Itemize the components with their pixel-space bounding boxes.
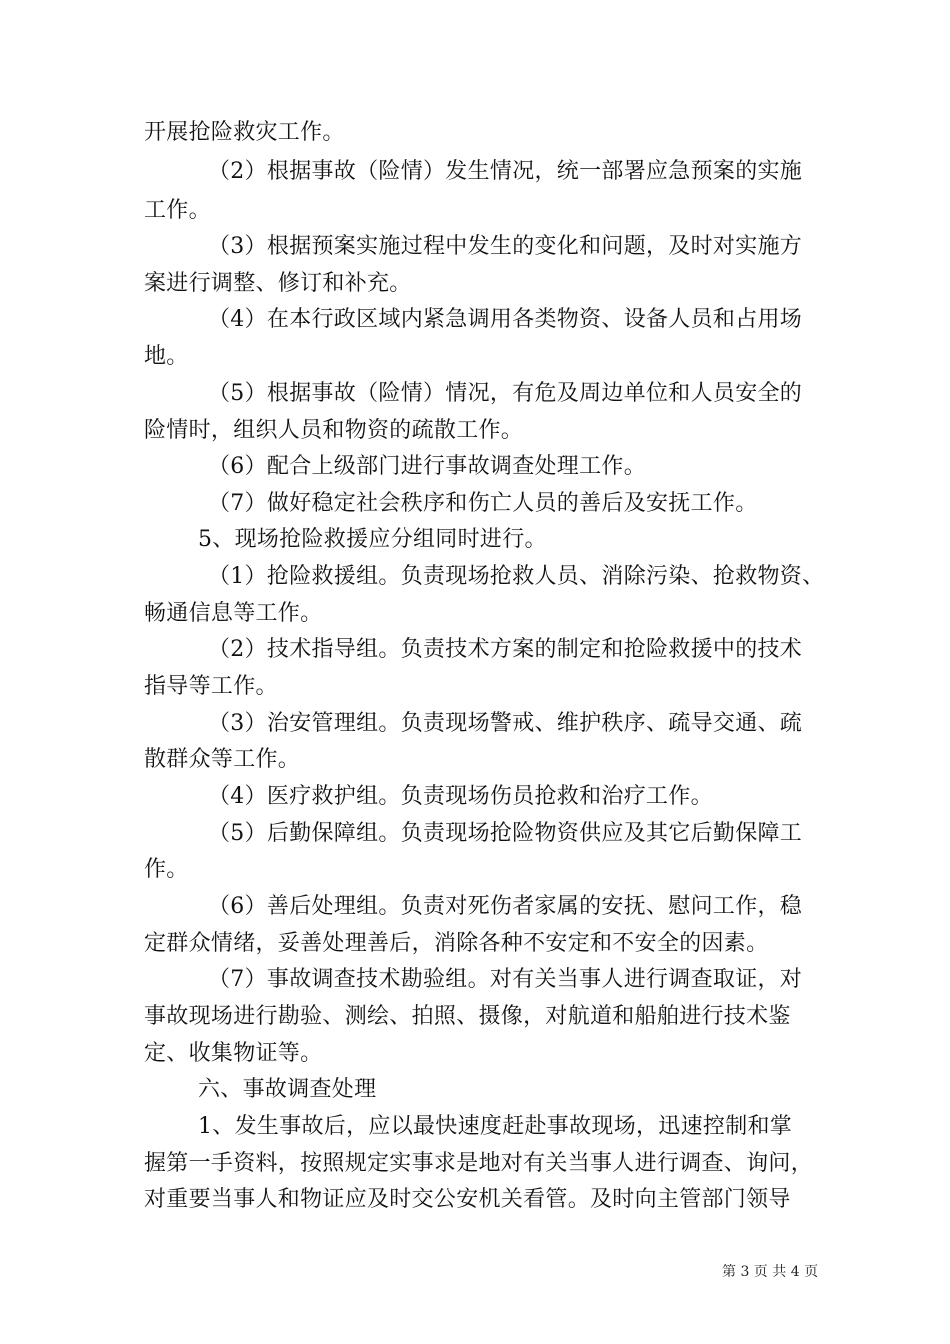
text-line: （6）善后处理组。负责对死伤者家属的安抚、慰问工作，稳 xyxy=(208,894,803,919)
text-line: 险情时，组织人员和物资的疏散工作。 xyxy=(144,418,524,443)
text-line: （1）抢险救援组。负责现场抢救人员、消除污染、抢救物资、 xyxy=(208,564,825,589)
text-line: 地。 xyxy=(144,344,189,369)
text-line: （6）配合上级部门进行事故调查处理工作。 xyxy=(208,454,646,479)
text-line: 散群众等工作。 xyxy=(144,747,301,772)
text-line: 案进行调整、修订和补充。 xyxy=(144,271,412,296)
text-line: 握第一手资料，按照规定实事求是地对有关当事人进行调查、询问， xyxy=(144,1151,814,1176)
page-number: 第 3 页 共 4 页 xyxy=(722,1264,819,1280)
text-line: 开展抢险救灾工作。 xyxy=(144,120,345,145)
text-line: （2）技术指导组。负责技术方案的制定和抢险救援中的技术 xyxy=(208,637,803,662)
text-line: 对重要当事人和物证应及时交公安机关看管。及时向主管部门领导 xyxy=(144,1187,791,1212)
text-line: 指导等工作。 xyxy=(144,674,278,699)
text-line: 事故现场进行勘验、测绘、拍照、摄像，对航道和船舶进行技术鉴 xyxy=(144,1004,791,1029)
text-line: （4）医疗救护组。负责现场伤员抢救和治疗工作。 xyxy=(208,784,713,809)
text-line: （5）后勤保障组。负责现场抢险物资供应及其它后勤保障工 xyxy=(208,821,803,846)
text-line: 工作。 xyxy=(144,198,211,223)
text-line: 定、收集物证等。 xyxy=(144,1041,323,1066)
text-line: （2）根据事故（险情）发生情况，统一部署应急预案的实施 xyxy=(208,159,803,184)
text-line: （7）做好稳定社会秩序和伤亡人员的善后及安抚工作。 xyxy=(208,491,758,516)
text-line: 畅通信息等工作。 xyxy=(144,601,323,626)
section-heading: 5、现场抢险救援应分组同时进行。 xyxy=(198,527,547,552)
section-heading: 六、事故调查处理 xyxy=(198,1077,377,1102)
text-line: 作。 xyxy=(144,857,189,882)
text-line: （4）在本行政区域内紧急调用各类物资、设备人员和占用场 xyxy=(208,307,803,332)
text-line: 定群众情绪，妥善处理善后，消除各种不安定和不安全的因素。 xyxy=(144,931,769,956)
text-line: （5）根据事故（险情）情况，有危及周边单位和人员安全的 xyxy=(208,381,803,406)
text-line: （7）事故调查技术勘验组。对有关当事人进行调查取证，对 xyxy=(208,967,803,992)
text-line: 1、发生事故后，应以最快速度赶赴事故现场，迅速控制和掌 xyxy=(198,1114,793,1139)
text-line: （3）治安管理组。负责现场警戒、维护秩序、疏导交通、疏 xyxy=(208,711,803,736)
text-line: （3）根据预案实施过程中发生的变化和问题，及时对实施方 xyxy=(208,234,803,259)
